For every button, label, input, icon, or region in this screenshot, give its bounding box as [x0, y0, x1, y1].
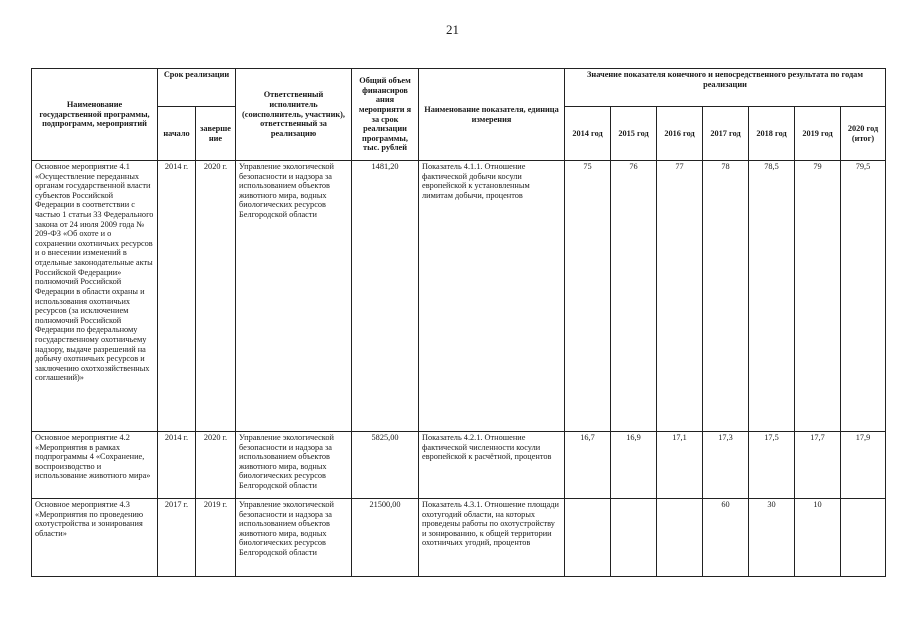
header-year-2018: 2018 год: [749, 107, 795, 161]
row-value-2016: 77: [657, 161, 703, 432]
row-end: 2020 г.: [196, 161, 236, 432]
row-value-2018: 30: [749, 499, 795, 577]
row-volume: 5825,00: [352, 432, 419, 499]
row-end: 2020 г.: [196, 432, 236, 499]
header-year-2016: 2016 год: [657, 107, 703, 161]
row-value-2014: [565, 499, 611, 577]
table-row: [32, 499, 886, 577]
header-executor: Ответственный исполнитель (соисполнитель, участник), ответственный за реализацию: [236, 69, 352, 161]
header-end: заверше ние: [196, 107, 236, 161]
row-value-2019: 10: [795, 499, 841, 577]
row-value-2018: 78,5: [749, 161, 795, 432]
page-number: 21: [446, 22, 459, 37]
row-value-2017: 60: [703, 499, 749, 577]
row-value-2015: 76: [611, 161, 657, 432]
row-indicator: Показатель 4.3.1. Отношение площади охотугодий области, на которых проведены работы по охотустройству и зонированию, к общей территории охотничьих угодий, процентов: [419, 499, 565, 577]
row-executor: Управление экологической безопасности и надзора за использованием объектов животного мира, водных биологических ресурсов Белгородской области: [236, 432, 352, 499]
row-value-2017: 78: [703, 161, 749, 432]
header-start: начало: [158, 107, 196, 161]
program-table: [31, 68, 886, 577]
row-volume: 21500,00: [352, 499, 419, 577]
row-end: 2019 г.: [196, 499, 236, 577]
row-start: 2014 г.: [158, 161, 196, 432]
row-name: Основное мероприятие 4.2 «Мероприятия в рамках подпрограммы 4 «Сохранение, воспроизводство и использование животного мира»: [32, 432, 158, 499]
row-value-2018: 17,5: [749, 432, 795, 499]
row-name: Основное мероприятие 4.3 «Мероприятия по проведению охотустройства и зонирования области»: [32, 499, 158, 577]
row-value-2020: 79,5: [841, 161, 886, 432]
table-row: [32, 432, 886, 499]
row-start: 2014 г.: [158, 432, 196, 499]
row-value-2017: 17,3: [703, 432, 749, 499]
row-value-2015: 16,9: [611, 432, 657, 499]
row-value-2019: 79: [795, 161, 841, 432]
header-row-top: [32, 69, 886, 107]
header-volume: Общий объем финансиров ания мероприяти я за срок реализации программы, тыс. рублей: [352, 69, 419, 161]
row-executor: Управление экологической безопасности и надзора за использованием объектов животного мира, водных биологических ресурсов Белгородской области: [236, 161, 352, 432]
row-value-2014: 16,7: [565, 432, 611, 499]
row-indicator: Показатель 4.1.1. Отношение фактической добычи косули европейской к установленным лимитам добычи, процентов: [419, 161, 565, 432]
header-year-2019: 2019 год: [795, 107, 841, 161]
header-name: Наименование государственной программы, подпрограмм, мероприятий: [32, 69, 158, 161]
row-start: 2017 г.: [158, 499, 196, 577]
row-value-2016: 17,1: [657, 432, 703, 499]
header-values-group: Значение показателя конечного и непосредственного результата по годам реализации: [565, 69, 886, 107]
row-value-2016: [657, 499, 703, 577]
header-year-2017: 2017 год: [703, 107, 749, 161]
header-period: Срок реализации: [158, 69, 236, 107]
table-row: [32, 161, 886, 432]
header-year-2015: 2015 год: [611, 107, 657, 161]
header-year-2020: 2020 год (итог): [841, 107, 886, 161]
row-value-2015: [611, 499, 657, 577]
row-value-2020: [841, 499, 886, 577]
row-indicator: Показатель 4.2.1. Отношение фактической численности косули европейской к расчётной, процентов: [419, 432, 565, 499]
row-executor: Управление экологической безопасности и надзора за использованием объектов животного мира, водных биологических ресурсов Белгородской области: [236, 499, 352, 577]
row-value-2019: 17,7: [795, 432, 841, 499]
row-name: Основное мероприятие 4.1 «Осуществление переданных органам государственной власти субъектов Российской Федерации в соответствии с частью 1 статьи 33 Федерального закона от 24 июля 2009 года № 209-ФЗ «Об охоте и о сохранении охотничьих ресурсов и о внесении изменений в отдельные законодательные акты Российской Федерации» полномочий Российской Федерации в области охраны и использования охотничьих ресурсов (за исключением полномочий Российской Федерации по федеральному государственному охотничьему надзору, выдаче разрешений на добычу охотничьих ресурсов и заключению охотхозяйственных соглашений)»: [32, 161, 158, 432]
header-year-2014: 2014 год: [565, 107, 611, 161]
row-value-2020: 17,9: [841, 432, 886, 499]
row-value-2014: 75: [565, 161, 611, 432]
row-volume: 1481,20: [352, 161, 419, 432]
header-indicator: Наименование показателя, единица измерения: [419, 69, 565, 161]
